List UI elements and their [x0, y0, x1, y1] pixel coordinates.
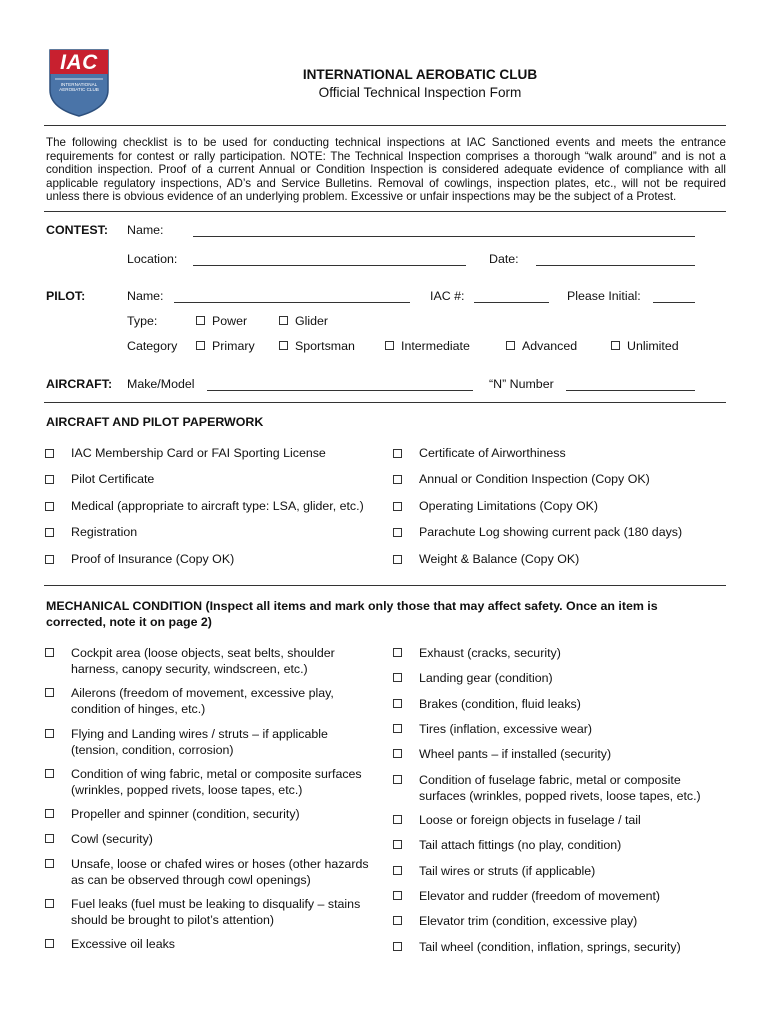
mechanical-item: Loose or foreign objects in fuselage / tail	[419, 813, 641, 827]
aircraft-make-field[interactable]	[207, 390, 473, 391]
option-label: Power	[212, 314, 248, 328]
checkbox[interactable]	[393, 916, 402, 925]
mechanical-item: Elevator trim (condition, excessive play)	[419, 914, 638, 928]
logo-subtext: INTERNATIONAL AEROBATIC CLUB	[59, 82, 99, 93]
pilot-iac-field[interactable]	[474, 302, 549, 303]
checkbox[interactable]	[45, 528, 54, 537]
paperwork-item: Annual or Condition Inspection (Copy OK)	[419, 472, 650, 486]
iac-logo	[46, 46, 112, 118]
paperwork-item: Certificate of Airworthiness	[419, 446, 566, 460]
intro-paragraph: The following checklist is to be used for conducting technical inspections at IAC Sanctioned events and meets the entrance requirements for contest or rally participation. NOTE: The Technical Inspection comprises a thorough “walk around” and is not a condition inspection. Proof of a current Annual or Condition Inspection is considered adequate evidence of compliance with all applicable regulatory inspections, AD’s and Service Bulletins. Removal of cowlings, inspection plates, etc., will not be required unless there is obvious evidence of an underlying problem. Excessive or unfair inspections may be the subject of a Protest.	[46, 136, 726, 204]
mechanical-item: Tail wheel (condition, inflation, springs, security)	[419, 940, 681, 954]
mechanical-heading-cont: corrected, note it on page 2)	[46, 615, 212, 629]
checkbox[interactable]	[45, 859, 54, 868]
mechanical-item: Fuel leaks (fuel must be leaking to disqualify – stains should be brought to pilot’s attention)	[71, 897, 361, 927]
checkbox[interactable]	[393, 673, 402, 682]
contest-date-label: Date:	[489, 252, 519, 266]
mechanical-item: Flying and Landing wires / struts – if applicable (tension, condition, corrosion)	[71, 727, 328, 757]
pilot-label: PILOT:	[46, 289, 86, 303]
aircraft-n-number-field[interactable]	[566, 390, 695, 391]
contest-date-field[interactable]	[536, 265, 695, 266]
category-option-advanced[interactable]	[506, 339, 577, 353]
checkbox[interactable]	[506, 341, 515, 350]
mechanical-item: Landing gear (condition)	[419, 671, 553, 685]
checkbox[interactable]	[45, 939, 54, 948]
option-label: Primary	[212, 339, 255, 353]
divider	[44, 585, 726, 586]
divider	[44, 402, 726, 403]
category-option-unlimited[interactable]	[611, 339, 679, 353]
checkbox[interactable]	[393, 775, 402, 784]
pilot-category-label: Category	[127, 339, 178, 353]
mechanical-item: Elevator and rudder (freedom of movement)	[419, 889, 661, 903]
checkbox[interactable]	[45, 555, 54, 564]
category-option-intermediate[interactable]	[385, 339, 470, 353]
checkbox[interactable]	[393, 724, 402, 733]
checkbox[interactable]	[196, 316, 205, 325]
paperwork-item: Parachute Log showing current pack (180 days)	[419, 525, 683, 539]
mechanical-item: Wheel pants – if installed (security)	[419, 747, 612, 761]
option-label: Unlimited	[627, 339, 679, 353]
paperwork-item: Medical (appropriate to aircraft type: LSA, glider, etc.)	[71, 499, 364, 513]
checkbox[interactable]	[393, 475, 402, 484]
mechanical-item: Cockpit area (loose objects, seat belts, shoulder harness, canopy security, windscreen, etc.)	[71, 646, 335, 676]
checkbox[interactable]	[611, 341, 620, 350]
option-label: Intermediate	[401, 339, 470, 353]
checkbox[interactable]	[45, 449, 54, 458]
divider	[44, 211, 726, 212]
checkbox[interactable]	[45, 729, 54, 738]
paperwork-item: Pilot Certificate	[71, 472, 155, 486]
checkbox[interactable]	[45, 899, 54, 908]
paperwork-item: Weight & Balance (Copy OK)	[419, 552, 580, 566]
checkbox[interactable]	[393, 749, 402, 758]
type-option-glider[interactable]	[279, 314, 328, 328]
checkbox[interactable]	[393, 528, 402, 537]
type-option-power[interactable]	[196, 314, 247, 328]
checkbox[interactable]	[45, 648, 54, 657]
checkbox[interactable]	[393, 555, 402, 564]
checkbox[interactable]	[393, 648, 402, 657]
mechanical-item: Condition of fuselage fabric, metal or composite surfaces (wrinkles, popped rivets, loose tapes, etc.)	[419, 773, 701, 803]
checkbox[interactable]	[279, 316, 288, 325]
logo-text: IAC	[60, 51, 98, 74]
checkbox[interactable]	[196, 341, 205, 350]
paperwork-item: Operating Limitations (Copy OK)	[419, 499, 599, 513]
paperwork-item: Proof of Insurance (Copy OK)	[71, 552, 235, 566]
mechanical-item: Tires (inflation, excessive wear)	[419, 722, 593, 736]
mechanical-item: Cowl (security)	[71, 832, 153, 846]
pilot-initial-field[interactable]	[653, 302, 695, 303]
checkbox[interactable]	[45, 502, 54, 511]
checkbox[interactable]	[393, 502, 402, 511]
mechanical-item: Brakes (condition, fluid leaks)	[419, 697, 581, 711]
pilot-iac-label: IAC #:	[430, 289, 465, 303]
pilot-initial-label: Please Initial:	[567, 289, 641, 303]
mechanical-item: Ailerons (freedom of movement, excessive play, condition of hinges, etc.)	[71, 686, 334, 716]
checkbox[interactable]	[279, 341, 288, 350]
mechanical-item: Excessive oil leaks	[71, 937, 175, 951]
checkbox[interactable]	[45, 809, 54, 818]
form-header	[200, 66, 640, 102]
mechanical-item: Condition of wing fabric, metal or composite surfaces (wrinkles, popped rivets, loose tapes, etc.)	[71, 767, 362, 797]
checkbox[interactable]	[393, 866, 402, 875]
checkbox[interactable]	[45, 688, 54, 697]
checkbox[interactable]	[393, 699, 402, 708]
contest-name-label: Name:	[127, 223, 164, 237]
checkbox[interactable]	[393, 942, 402, 951]
paperwork-heading: AIRCRAFT AND PILOT PAPERWORK	[46, 415, 264, 429]
checkbox[interactable]	[45, 475, 54, 484]
mechanical-item: Unsafe, loose or chafed wires or hoses (other hazards as can be observed through cowl openings)	[71, 857, 369, 887]
mechanical-item: Exhaust (cracks, security)	[419, 646, 561, 660]
aircraft-n-number-label: “N” Number	[489, 377, 554, 391]
pilot-type-label: Type:	[127, 314, 158, 328]
contest-label: CONTEST:	[46, 223, 108, 237]
category-option-sportsman[interactable]	[279, 339, 355, 353]
page-subtitle: Official Technical Inspection Form	[318, 85, 522, 100]
option-label: Glider	[295, 314, 329, 328]
checkbox[interactable]	[385, 341, 394, 350]
checkbox[interactable]	[45, 834, 54, 843]
aircraft-label: AIRCRAFT:	[46, 377, 113, 391]
mechanical-item: Propeller and spinner (condition, security)	[71, 807, 300, 821]
contest-location-field[interactable]	[193, 265, 466, 266]
mechanical-item: Tail wires or struts (if applicable)	[419, 864, 596, 878]
checkbox[interactable]	[393, 891, 402, 900]
contest-location-label: Location:	[127, 252, 178, 266]
checkbox[interactable]	[393, 449, 402, 458]
checkbox[interactable]	[45, 769, 54, 778]
pilot-name-field[interactable]	[174, 302, 410, 303]
paperwork-item: IAC Membership Card or FAI Sporting License	[71, 446, 326, 460]
page-title: INTERNATIONAL AEROBATIC CLUB	[302, 67, 538, 82]
aircraft-make-label: Make/Model	[127, 377, 195, 391]
category-option-primary[interactable]	[196, 339, 255, 353]
pilot-name-label: Name:	[127, 289, 164, 303]
mechanical-heading: MECHANICAL CONDITION (Inspect all items and mark only those that may affect safety. Once an item is	[46, 599, 658, 613]
mechanical-item: Tail attach fittings (no play, condition)	[419, 838, 622, 852]
checkbox[interactable]	[393, 840, 402, 849]
paperwork-item: Registration	[71, 525, 138, 539]
checkbox[interactable]	[393, 815, 402, 824]
divider	[44, 125, 726, 126]
option-label: Advanced	[522, 339, 578, 353]
option-label: Sportsman	[295, 339, 355, 353]
contest-name-field[interactable]	[193, 236, 695, 237]
